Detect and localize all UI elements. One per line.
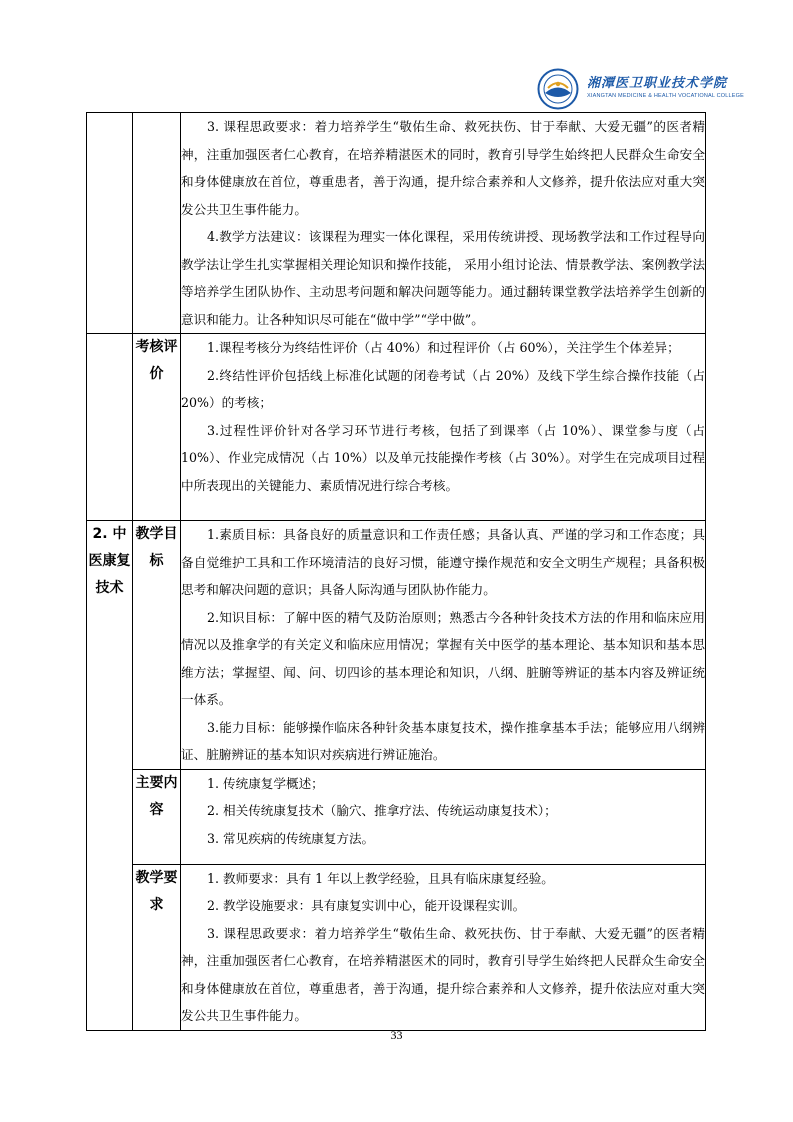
paragraph: 4.教学方法建议：该课程为理实一体化课程，采用传统讲授、现场教学法和工作过程导向教学法让学生扎实掌握相关理论知识和操作技能， 采用小组讨论法、情景教学法、案例教学法等培养学生团队协作、主动思考问题和解决问题等能力。通过翻转课堂教学法培养学生创新的意识和能力。让各种知识尽可能在“做中学”“学中做”。 <box>181 229 705 327</box>
course-table <box>86 112 706 1031</box>
school-name-english: XIANGTAN MEDICINE & HEALTH VOCATIONAL COLLEGE <box>587 93 745 99</box>
main-content-content <box>181 769 706 864</box>
paragraph: 1.课程考核分为终结性评价（占 40%）和过程评价（占 60%），关注学生个体差异； <box>207 340 680 355</box>
paragraph: 3.过程性评价针对各学习环节进行考核，包括了到课率（占 10%）、课堂参与度（占 10%）、作业完成情况（占 10%）以及单元技能操作考核（占 30%）。对学生在完成项目过程中所表现出的关键能力、素质情况进行综合考核。 <box>181 422 705 493</box>
teaching-goals-content <box>181 521 706 770</box>
teaching-requirements-label: 教学要求 <box>133 864 181 1030</box>
paragraph: 2. 教学设施要求：具有康复实训中心，能开设课程实训。 <box>207 898 526 913</box>
paragraph: 3.能力目标：能够操作临床各种针灸基本康复技术，操作推拿基本手法；能够应用八纲辨证、脏腑辨证的基本知识对疾病进行辨证施治。 <box>181 719 705 762</box>
paragraph: 1. 传统康复学概述； <box>207 775 324 791</box>
paragraph: 2.终结性评价包括线上标准化试题的闭卷考试（占 20%）及线下学生综合操作技能（占 20%）的考核； <box>181 367 705 410</box>
page-number: 33 <box>390 1028 403 1042</box>
assessment-label: 考核评价 <box>133 334 181 521</box>
paragraph: 2. 相关传统康复技术（腧穴、推拿疗法、传统运动康复技术）； <box>207 803 557 818</box>
main-content-label: 主要内容 <box>133 769 181 864</box>
assessment-content <box>181 334 706 521</box>
teaching-requirements-content <box>181 864 706 1030</box>
course-name-label: 2. 中医康复技术 <box>87 521 133 1031</box>
paragraph: 3. 常见疾病的传统康复方法。 <box>207 830 375 846</box>
table-row <box>87 113 706 334</box>
paragraph: 2.知识目标：了解中医的精气及防治原则；熟悉古今各种针灸技术方法的作用和临床应用情况以及推拿学的有关定义和临床应用情况；掌握有关中医学的基本理论、基本知识和基本思维方法；掌握望、闻、问、切四诊的基本理论和知识，八纲、脏腑等辨证的基本内容及辨证统一体系。 <box>181 609 705 707</box>
school-seal-icon <box>537 68 579 110</box>
school-logo <box>537 68 745 112</box>
paragraph: 1.素质目标：具备良好的质量意识和工作责任感；具备认真、严谨的学习和工作态度；具备自觉维护工具和工作环境清洁的良好习惯，能遵守操作规范和安全文明生产规程；具备积极思考和解决问题的意识；具备人际沟通与团队协作能力。 <box>181 527 705 597</box>
table-row <box>87 769 706 864</box>
item-label-cell-empty <box>133 113 181 334</box>
teaching-goals-label: 教学目标 <box>133 521 181 770</box>
course-name-cell-empty <box>87 113 133 334</box>
table-row <box>87 334 706 521</box>
teaching-requirements-continued <box>181 113 706 334</box>
school-name: 湘潭医卫职业技术学院 <box>587 76 728 91</box>
table-row <box>87 864 706 1030</box>
paragraph: 3. 课程思政要求：着力培养学生“敬佑生命、救死扶伤、甘于奉献、大爱无疆”的医者精神，注重加强医者仁心教育，在培养精湛医术的同时，教育引导学生始终把人民群众生命安全和身体健康放在首位，尊重患者，善于沟通，提升综合素养和人文修养，提升依法应对重大突发公共卫生事件能力。 <box>181 119 705 217</box>
paragraph: 1. 教师要求：具有 1 年以上教学经验，且具有临床康复经验。 <box>207 870 554 886</box>
paragraph: 3. 课程思政要求：着力培养学生“敬佑生命、救死扶伤、甘于奉献、大爱无疆”的医者精神，注重加强医者仁心教育，在培养精湛医术的同时，教育引导学生始终把人民群众生命安全和身体健康放在首位，尊重患者，善于沟通，提升综合素养和人文修养，提升依法应对重大突发公共卫生事件能力。 <box>181 925 705 1023</box>
course-name-cell-empty <box>87 334 133 521</box>
table-row <box>87 521 706 770</box>
